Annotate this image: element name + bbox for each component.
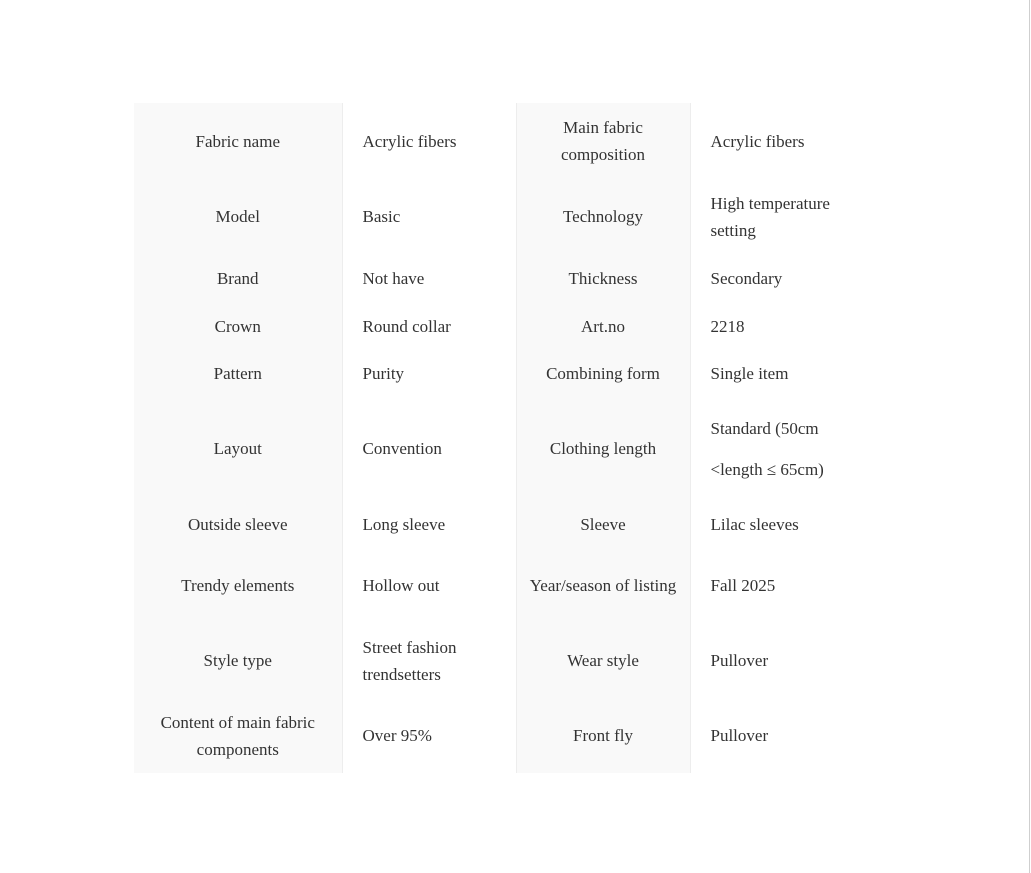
attribute-label: Sleeve [516,500,690,548]
table-row [134,302,865,350]
attribute-value: Long sleeve [342,500,516,548]
attribute-label: Trendy elements [134,548,342,623]
table-row [134,548,865,623]
attribute-label: Pattern [134,350,342,397]
attribute-label: Combining form [516,350,690,397]
attribute-value: Acrylic fibers [690,103,865,179]
table-row [134,179,865,254]
attribute-value: Lilac sleeves [690,500,865,548]
attribute-value: Not have [342,254,516,302]
attribute-value: Round collar [342,302,516,350]
product-attributes-table [134,103,865,773]
table-row [134,698,865,773]
attribute-label: Style type [134,623,342,698]
attribute-label: Main fabric composition [516,103,690,179]
attribute-value: Basic [342,179,516,254]
attribute-value: 2218 [690,302,865,350]
attribute-value: High temperature setting [690,179,865,254]
attribute-value: Convention [342,397,516,500]
attribute-label: Brand [134,254,342,302]
attribute-label: Model [134,179,342,254]
attribute-value: Hollow out [342,548,516,623]
table-row [134,350,865,397]
attribute-value: Standard (50cm <length ≤ 65cm) [690,397,865,500]
attribute-label: Front fly [516,698,690,773]
attribute-value: Secondary [690,254,865,302]
table-row [134,397,865,500]
attribute-value: Acrylic fibers [342,103,516,179]
attribute-value: Over 95% [342,698,516,773]
attribute-label: Crown [134,302,342,350]
attribute-label: Art.no [516,302,690,350]
attribute-value: Fall 2025 [690,548,865,623]
attribute-value: Street fashion trendsetters [342,623,516,698]
attribute-label: Clothing length [516,397,690,500]
attribute-value: Pullover [690,623,865,698]
attribute-label: Year/season of listing [516,548,690,623]
attribute-label: Wear style [516,623,690,698]
table-row [134,623,865,698]
attribute-label: Fabric name [134,103,342,179]
attribute-label: Technology [516,179,690,254]
table-row [134,103,865,179]
attribute-label: Thickness [516,254,690,302]
attribute-label: Outside sleeve [134,500,342,548]
attribute-value: Pullover [690,698,865,773]
attribute-value: Purity [342,350,516,397]
page-right-border [1029,0,1030,873]
attribute-label: Content of main fabric components [134,698,342,773]
table-row [134,254,865,302]
attribute-label: Layout [134,397,342,500]
attribute-value: Single item [690,350,865,397]
table-row [134,500,865,548]
